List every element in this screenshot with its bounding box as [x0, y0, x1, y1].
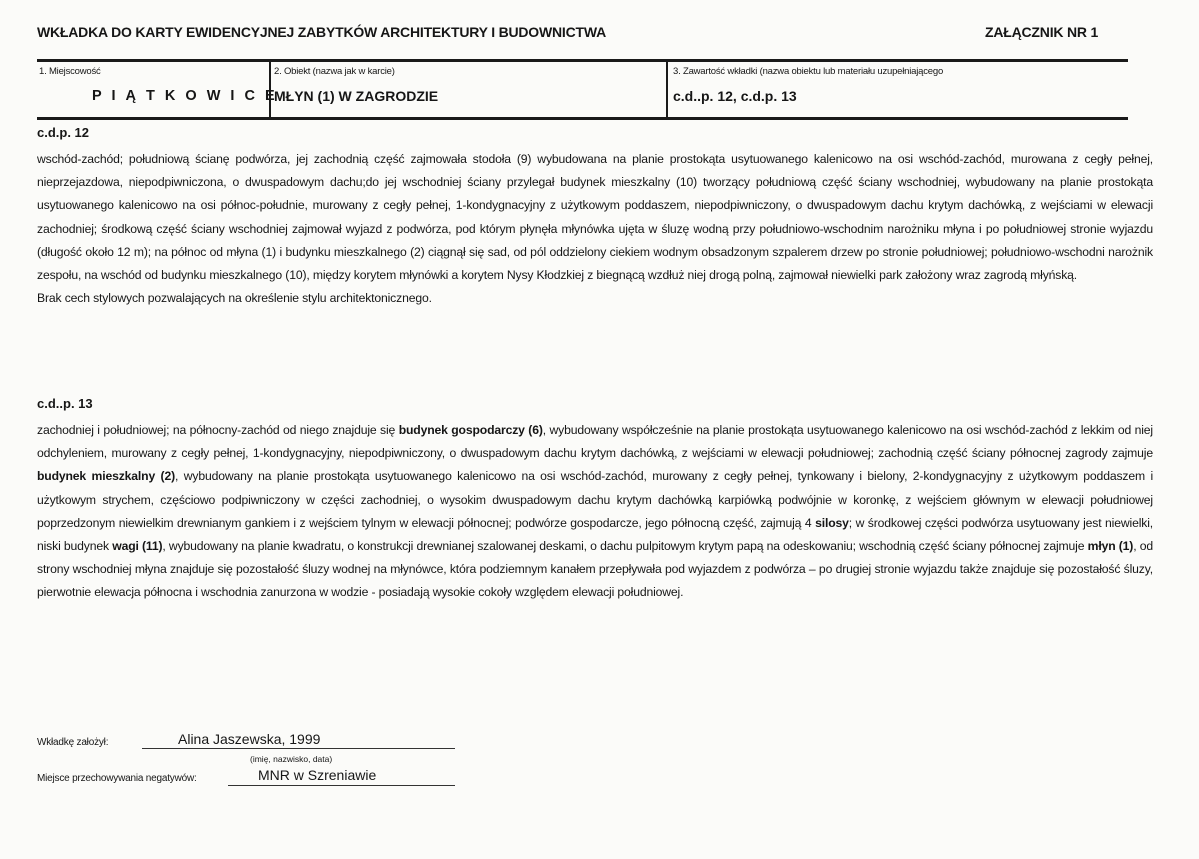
section-heading-cdp13: c.d..p. 13 [37, 396, 93, 411]
text-run: , wybudowany współcześnie na planie prostokąta usytuowanego kalenicowo na osi wschód-zachód z lekkim od niej odchyleniem, murowany z cegły pełnej, 1-kondygnacyjny, niepodpiwniczony, o dwuspadowym dachu krytym dachówką, z wejściami w elewacji południowej; zachodnią część ściany północnej zagrody zajmuje [37, 423, 1153, 461]
storage-underline [228, 785, 455, 786]
author-value: Alina Jaszewska, 1999 [178, 731, 321, 747]
box-divider-2 [666, 59, 668, 120]
object-value: MŁYN (1) W ZAGRODZIE [274, 88, 439, 104]
contents-value: c.d..p. 12, c.d.p. 13 [673, 88, 797, 104]
annex-number: ZAŁĄCZNIK NR 1 [985, 24, 1099, 40]
box-bottom-rule [37, 117, 1128, 120]
text-run: , wybudowany na planie kwadratu, o konstrukcji drewnianej szalowanej deskami, o dachu pulpitowym krytym papą na odeskowaniu; wschodnią część ściany północnej zajmuje [162, 539, 1088, 554]
storage-value: MNR w Szreniawie [258, 767, 377, 783]
section-paragraph: wschód-zachód; południową ścianę podwórza, jej zachodnią część zajmowała stodoła (9) wybudowana na planie prostokąta usytuowanego kalenicowo na osi wschód-zachód, murowana z cegły pełnej, nieprzejazdowa, niepodpiwniczona, o dwuspadowym dachu;do jej wschodniej ściany przylegał budynek mieszkalny (10) tworzący południową część ściany wschodniej, wybudowany na planie prostokąta usytuowanego kalenicowo na osi północ-południe, murowany z cegły pełnej, 1-kondygnacyjny z użytkowym poddaszem, niepodpiwniczony, o dwuspadowym dachu krytym dachówką, z wejściami w elewacji zachodniej; środkową część ściany wschodniej zajmował wyjazd z podwórza, pod którym płynęła młynówka ujęta w śluzę wodną przy południowo-wschodnim narożniku młyna i po południowej stronie wyjazdu (długość około 12 m); na północ od młyna (1) i budynku mieszkalnego (2) ciągnął się sad, od pól oddzielony ciekiem wodnym obsadzonym szpalerem drzew po stronie południowej; południowo-wschodni narożnik zespołu, na wschód od budynku mieszkalnego (10), między korytem młynówki a korytem Nysy Kłodzkiej z biegnącą wzdłuż niej drogą polną, zajmował niewielki park założony wraz zagrodą młyńską. [37, 152, 1153, 283]
document-title: WKŁADKA DO KARTY EWIDENCYJNEJ ZABYTKÓW ARCHITEKTURY I BUDOWNICTWA [37, 24, 607, 40]
section-body-cdp13 [37, 419, 1153, 605]
text-run: , od strony wschodniej młyna znajduje się pozostałość śluzy wodnej na młynówce, która podziemnym kanałem przepływała pod wyjazdem z podwórza – po drugiej stronie wyjazdu także znajduje się pozostałość śluzy, pierwotnie elewacja północna i wschodnia zanurzona w wodzie - posiadają wysokie cokoły względem elewacji południowej. [37, 539, 1153, 600]
object-label: 2. Obiekt (nazwa jak w karcie) [274, 66, 395, 77]
section-paragraph-style-note: Brak cech stylowych pozwalających na określenie stylu architektonicznego. [37, 291, 432, 306]
contents-label: 3. Zawartość wkładki (nazwa obiektu lub materiału uzupełniającego [673, 66, 944, 77]
bold-building-name: budynek mieszkalny (2) [37, 469, 176, 484]
section-body-cdp12 [37, 148, 1153, 310]
storage-label: Miejsce przechowywania negatywów: [37, 773, 197, 784]
bold-building-name: budynek gospodarczy (6) [398, 423, 543, 437]
location-value: P I Ą T K O W I C E [92, 88, 278, 104]
bold-building-name: młyn (1) [1087, 539, 1134, 554]
text-run: , wybudowany na planie prostokąta usytuowanego kalenicowo na osi wschód-zachód, murowany z cegły pełnej, tynkowany i bielony, 2-kondygnacyjny z użytkowym poddaszem i użytkowym strychem, częściowo podpiwniczony w części zachodniej, o wysokim dwuspadowym dachu krytym dachówką karpiówką podwójnie w koronkę, z wejściem głównym w elewacji południowej poprzedzonym niewielkim drewnianym gankiem i z wejściem tylnym w elewacji północnej; podwórze gospodarcze, jego północną część, zajmują 4 [37, 469, 1153, 530]
box-top-rule [37, 59, 1128, 62]
author-underline [142, 748, 455, 749]
bold-building-name: wagi (11) [112, 539, 163, 554]
bold-building-name: silosy [815, 515, 849, 530]
section-paragraph [37, 419, 1153, 605]
author-label: Wkładkę założył: [37, 737, 109, 748]
section-heading-cdp12: c.d.p. 12 [37, 125, 90, 140]
author-hint: (imię, nazwisko, data) [250, 754, 333, 764]
text-run: zachodniej i południowej; na północny-zachód od niego znajduje się [37, 423, 399, 437]
location-label: 1. Miejscowość [39, 66, 101, 77]
text-run: ; w środkowej części podwórza usytuowany jest niewielki, niski budynek [37, 515, 1154, 554]
